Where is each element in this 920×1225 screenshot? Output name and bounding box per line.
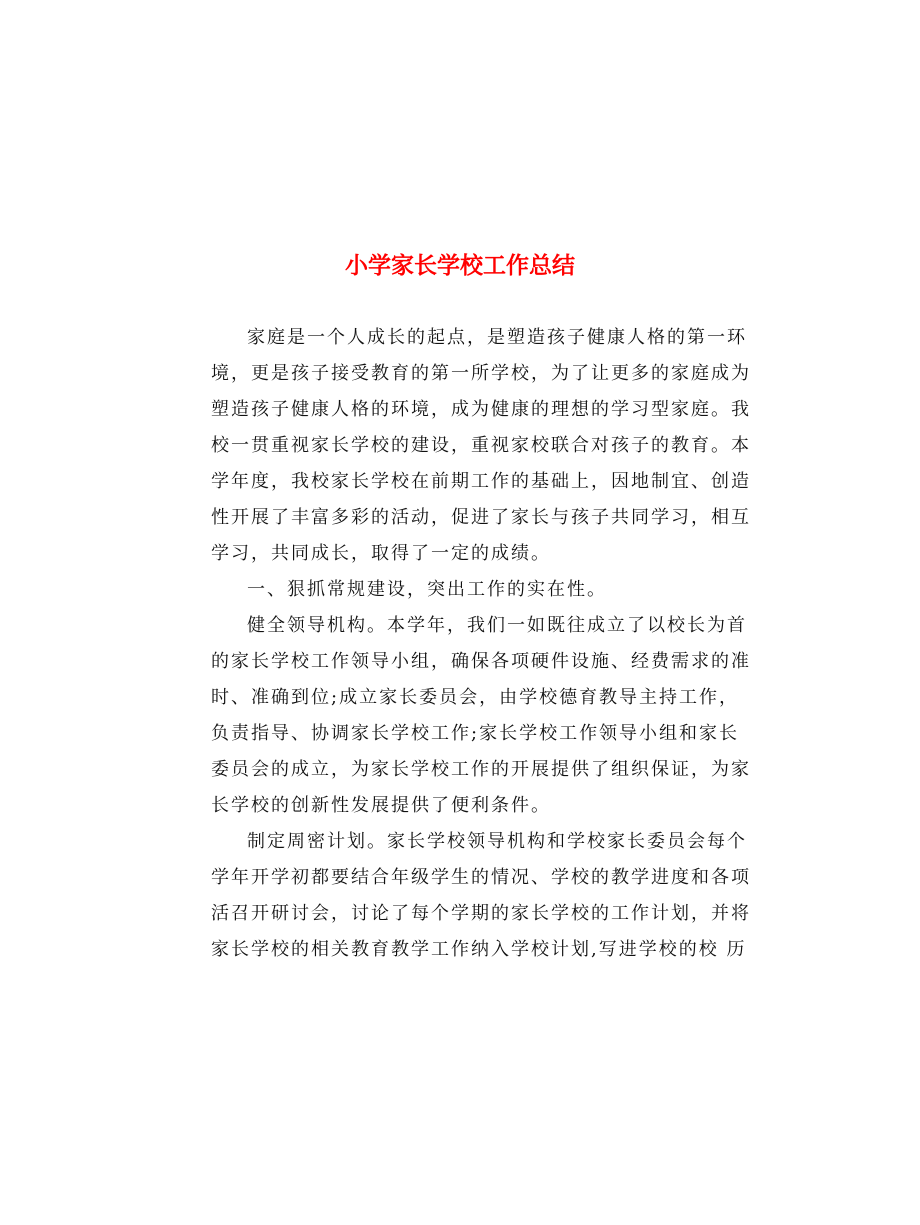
paragraph-4-line-4: 家长学校的相关教育教学工作纳入学校计划,写进学校的校 历	[211, 939, 747, 960]
section-heading-1: 一、狠抓常规建设，突出工作的实在性。	[247, 579, 607, 600]
paragraph-1-line-5: 学年度，我校家长学校在前期工作的基础上，因地制宜、创造	[211, 471, 751, 492]
paragraph-1-line-1: 家庭是一个人成长的起点，是塑造孩子健康人格的第一环	[247, 327, 747, 348]
document-title: 小学家长学校工作总结	[345, 253, 575, 279]
paragraph-4-line-1: 制定周密计划。家长学校领导机构和学校家长委员会每个	[247, 831, 747, 852]
paragraph-3-line-2: 的家长学校工作领导小组，确保各项硬件设施、经费需求的准	[211, 651, 751, 672]
paragraph-1-line-3: 塑造孩子健康人格的环境，成为健康的理想的学习型家庭。我	[211, 399, 751, 420]
paragraph-1-line-7: 学习，共同成长，取得了一定的成绩。	[211, 543, 551, 564]
paragraph-3-line-6: 长学校的创新性发展提供了便利条件。	[211, 795, 551, 816]
paragraph-3-line-1: 健全领导机构。本学年，我们一如既往成立了以校长为首	[247, 615, 747, 636]
paragraph-1-line-4: 校一贯重视家长学校的建设，重视家校联合对孩子的教育。本	[211, 435, 751, 456]
document-body	[211, 320, 751, 968]
paragraph-1-line-6: 性开展了丰富多彩的活动，促进了家长与孩子共同学习，相互	[211, 507, 751, 528]
paragraph-3-line-5: 委员会的成立，为家长学校工作的开展提供了组织保证，为家	[211, 759, 751, 780]
paragraph-4-line-2: 学年开学初都要结合年级学生的情况、学校的教学进度和各项	[211, 867, 751, 888]
paragraph-4-line-3: 活召开研讨会，讨论了每个学期的家长学校的工作计划，并将	[211, 903, 751, 924]
paragraph-3-line-3: 时、准确到位;成立家长委员会，由学校德育教导主持工作，	[211, 687, 740, 708]
paragraph-1-line-2: 境，更是孩子接受教育的第一所学校，为了让更多的家庭成为	[211, 363, 751, 384]
paragraph-3-line-4: 负责指导、协调家长学校工作;家长学校工作领导小组和家长	[211, 723, 740, 744]
